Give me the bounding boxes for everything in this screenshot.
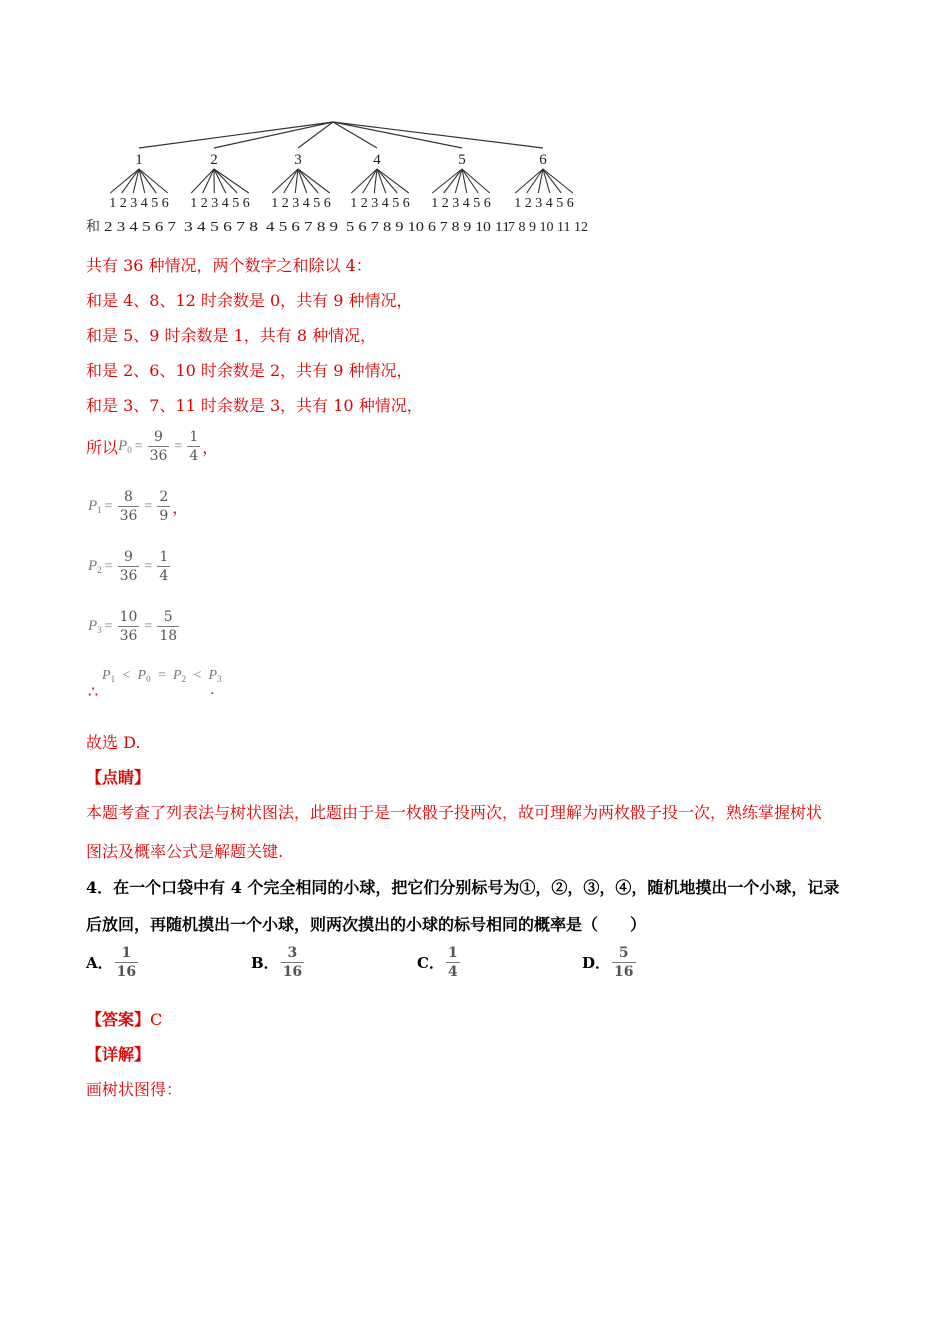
tree-branch bbox=[214, 169, 237, 193]
tree-node-4: 4 bbox=[373, 152, 381, 168]
comment-heading: 【点睛】 bbox=[86, 768, 151, 787]
solution-line-1: 共有 36 种情况，两个数字之和除以 4： bbox=[86, 256, 372, 275]
tree-sums-1: 2 3 4 5 6 7 bbox=[104, 220, 176, 235]
p0-fraction-2: $\frac{1}{4}$ bbox=[189, 429, 199, 464]
option-d-fraction: $\frac{5}{16}$ bbox=[614, 945, 634, 980]
tree-node-2: 2 bbox=[210, 152, 218, 168]
p3-symbol: $P_3$ bbox=[88, 618, 102, 635]
option-d[interactable]: D． $\frac{5}{16}$ bbox=[582, 945, 634, 980]
option-a-fraction: $\frac{1}{16}$ bbox=[116, 945, 137, 980]
tree-sums-6: 7 8 9 10 11 12 bbox=[508, 220, 588, 235]
solution-line-4: 和是 2、6、10 时余数是 2，共有 9 种情况， bbox=[86, 361, 413, 380]
tree-sums-3: 4 5 6 7 8 9 bbox=[266, 220, 338, 235]
detail-heading: 【详解】 bbox=[86, 1045, 151, 1064]
tree-node-5: 5 bbox=[458, 152, 466, 168]
detail-text: 画树状图得： bbox=[86, 1080, 183, 1099]
choose-answer: 故选 D. bbox=[86, 733, 141, 752]
tree-sums-2: 3 4 5 6 7 8 bbox=[184, 220, 258, 235]
option-c-fraction: $\frac{1}{4}$ bbox=[447, 945, 458, 980]
p1-equation: $P_1$ = $\frac{8}{36}$ = $\frac{2}{9}$ ， bbox=[88, 489, 189, 524]
tree-node-6: 6 bbox=[539, 152, 547, 168]
p3-equation: $P_3$ = $\frac{10}{36}$ = $\frac{5}{18}$ bbox=[88, 609, 178, 644]
p1-symbol: $P_1$ bbox=[88, 498, 102, 515]
p3-fraction-1: $\frac{10}{36}$ bbox=[119, 609, 138, 644]
tree-leaves-4: 1 2 3 4 5 6 bbox=[350, 196, 410, 211]
therefore-symbol: ∴ bbox=[88, 682, 99, 701]
answer-value: C bbox=[150, 1010, 163, 1029]
option-a[interactable]: A． $\frac{1}{16}$ bbox=[86, 945, 137, 980]
p1-fraction-1: $\frac{8}{36}$ bbox=[119, 489, 138, 524]
question-4-line-2: 后放回，再随机摸出一个小球，则两次摸出的小球的标号相同的概率是（ ） bbox=[86, 915, 647, 934]
p2-fraction-2: $\frac{1}{4}$ bbox=[159, 549, 169, 584]
tree-leaves-2: 1 2 3 4 5 6 bbox=[190, 196, 250, 211]
p3-fraction-2: $\frac{5}{18}$ bbox=[159, 609, 178, 644]
answer-line bbox=[86, 1007, 162, 1030]
option-b[interactable]: B． $\frac{3}{16}$ bbox=[251, 945, 303, 980]
answer-heading: 【答案】 bbox=[86, 1010, 151, 1029]
comment-text-2: 图法及概率公式是解题关键. bbox=[86, 842, 284, 861]
p1-fraction-2: $\frac{2}{9}$ bbox=[159, 489, 169, 524]
tree-sums-5: 6 7 8 9 10 11 bbox=[428, 220, 510, 235]
tree-sum-label: 和 bbox=[86, 220, 100, 235]
tree-branch bbox=[351, 169, 377, 193]
option-b-fraction: $\frac{3}{16}$ bbox=[282, 945, 303, 980]
tree-branch bbox=[298, 169, 318, 193]
tree-diagram bbox=[0, 0, 950, 240]
tree-branch bbox=[214, 169, 249, 193]
comparison-expression: $P_1 < P_0 = P_2 < P_3$ bbox=[102, 668, 222, 684]
comparison: ∴ $P_1 < P_0 = P_2 < P_3$ . bbox=[88, 668, 222, 701]
p2-symbol: $P_2$ bbox=[88, 558, 102, 575]
p2-fraction-1: $\frac{9}{36}$ bbox=[119, 549, 138, 584]
tree-leaves-6: 1 2 3 4 5 6 bbox=[514, 196, 574, 211]
option-c[interactable]: C． $\frac{1}{4}$ bbox=[417, 945, 458, 980]
solution-line-3: 和是 5、9 时余数是 1，共有 8 种情况， bbox=[86, 326, 377, 345]
tree-branch bbox=[377, 169, 397, 193]
tree-node-1: 1 bbox=[135, 152, 143, 168]
solution-line-5: 和是 3、7、11 时余数是 3，共有 10 种情况， bbox=[86, 396, 423, 415]
tree-leaves-1: 1 2 3 4 5 6 bbox=[109, 196, 169, 211]
tree-sums-4: 5 6 7 8 9 10 bbox=[346, 220, 424, 235]
p0-equation: 所以 $P_0$ = $\frac{9}{36}$ = $\frac{1}{4}$ ， bbox=[86, 429, 219, 464]
p0-fraction-1: $\frac{9}{36}$ bbox=[149, 429, 168, 464]
tree-branch bbox=[191, 169, 214, 193]
question-4-line-1: 4．在一个口袋中有 4 个完全相同的小球，把它们分别标号为①，②，③，④，随机地摸出一个小球，记录 bbox=[86, 878, 840, 897]
solution-line-2: 和是 4、8、12 时余数是 0，共有 9 种情况， bbox=[86, 291, 413, 310]
tree-leaves-3: 1 2 3 4 5 6 bbox=[271, 196, 331, 211]
so-prefix: 所以 bbox=[86, 438, 119, 457]
tree-node-3: 3 bbox=[294, 152, 302, 168]
tree-branch bbox=[272, 169, 298, 193]
tree-branch bbox=[203, 169, 214, 193]
p0-symbol: $P_0$ bbox=[118, 438, 132, 455]
tree-leaves-5: 1 2 3 4 5 6 bbox=[431, 196, 491, 211]
p2-equation: $P_2$ = $\frac{9}{36}$ = $\frac{1}{4}$ bbox=[88, 549, 169, 584]
comment-text-1: 本题考查了列表法与树状图法，此题由于是一枚骰子投两次，故可理解为两枚骰子投一次，熟练掌握树状 bbox=[86, 803, 823, 822]
